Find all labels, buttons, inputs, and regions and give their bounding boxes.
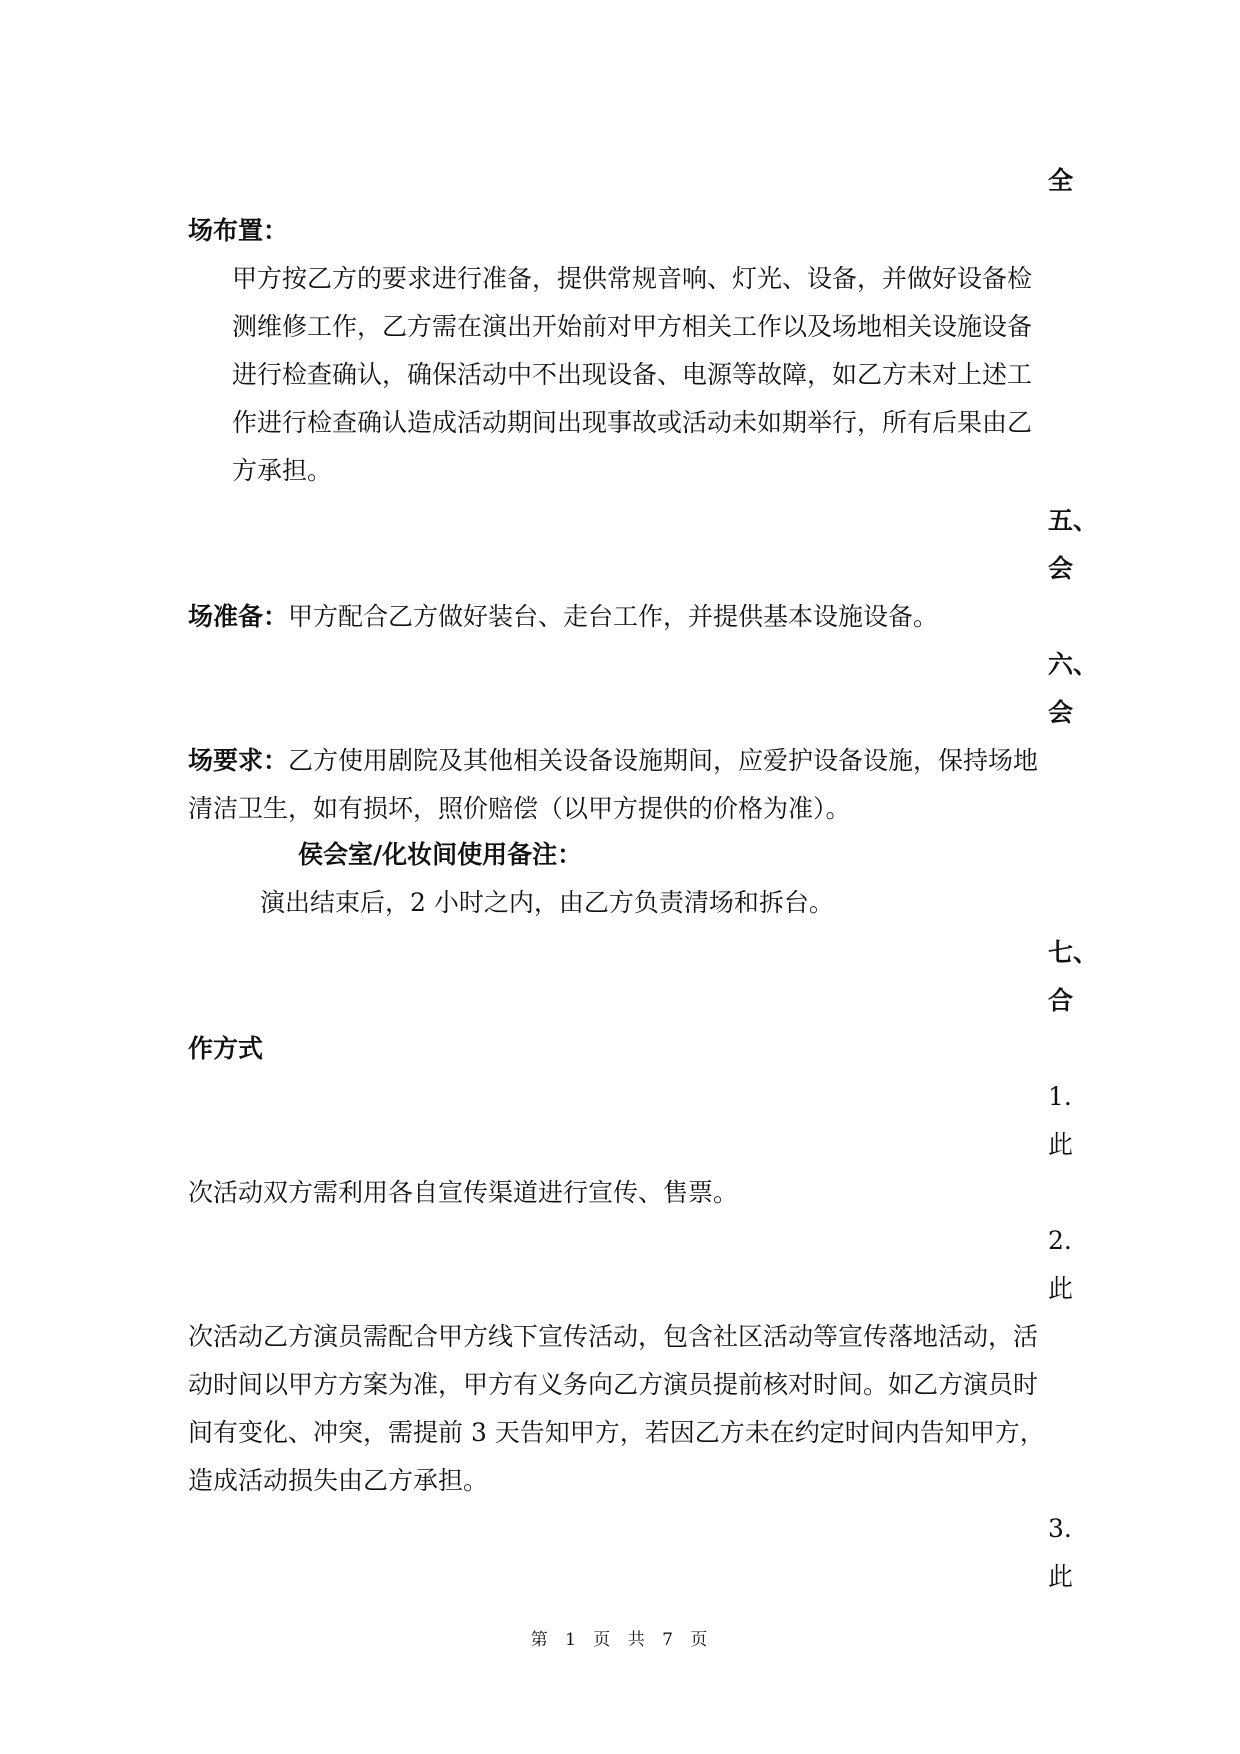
right-col-hui-2: 会 [1048,698,1074,727]
right-col-num-1: 1. [1048,1082,1072,1111]
footer-ye-2: 页 [690,1630,710,1650]
page-footer [0,1625,1240,1650]
req-line-2: 清洁卫生，如有损坏，照价赔偿（以甲方提供的价格为准）。 [188,794,851,823]
coop-item-2-line-1: 次活动乙方演员需配合甲方线下宣传活动，包含社区活动等宣传落地活动，活 [188,1322,1039,1351]
coop-item-1: 次活动双方需利用各自宣传渠道进行宣传、售票。 [188,1178,739,1207]
footer-ye-1: 页 [593,1630,613,1650]
right-col-num-3: 3. [1048,1514,1072,1543]
right-col-num-2: 2. [1048,1226,1072,1255]
right-col-wu: 五、 [1048,506,1099,535]
section-heading-green-room: 侯会室/化妆间使用备注： [298,840,583,869]
right-col-ci-3: 此 [1048,1562,1074,1591]
right-col-ci-1: 此 [1048,1130,1074,1159]
para-line-3: 进行检查确认，确保活动中不出现设备、电源等故障，如乙方未对上述工 [232,360,1033,389]
coop-item-2-line-3: 间有变化、冲突，需提前 3 天告知甲方，若因乙方未在约定时间内告知甲方， [188,1418,1045,1447]
right-col-qi: 七、 [1048,938,1099,967]
para-line-4: 作进行检查确认造成活动期间出现事故或活动未如期举行，所有后果由乙 [232,408,1033,437]
green-room-text: 演出结束后，2 小时之内，由乙方负责清场和拆台。 [260,888,834,917]
coop-item-2-line-2: 动时间以甲方方案为准，甲方有义务向乙方演员提前核对时间。如乙方演员时 [188,1370,1039,1399]
right-col-liu: 六、 [1048,650,1099,679]
footer-gong: 共 [627,1630,647,1650]
prep-line [188,604,938,629]
section-heading-cooperation: 作方式 [188,1034,264,1063]
right-col-quan: 全 [1048,166,1074,195]
right-col-ci-2: 此 [1048,1274,1074,1303]
prep-text: 甲方配合乙方做好装台、走台工作，并提供基本设施设备。 [288,602,939,631]
footer-di: 第 [530,1630,550,1650]
right-col-hui-1: 会 [1048,554,1074,583]
para-line-5: 方承担。 [232,456,333,485]
section-heading-prep: 场准备： [188,602,289,631]
right-col-he: 合 [1048,986,1074,1015]
footer-total-pages: 7 [662,1630,675,1650]
req-text-1: 乙方使用剧院及其他相关设备设施期间，应爱护设备设施，保持场地 [288,746,1039,775]
section-heading-layout: 场布置： [188,216,289,245]
footer-page-number: 1 [565,1630,578,1650]
section-heading-req: 场要求： [188,746,289,775]
req-line-1 [188,748,1038,773]
para-line-2: 测维修工作，乙方需在演出开始前对甲方相关工作以及场地相关设施设备 [232,312,1033,341]
para-line-1: 甲方按乙方的要求进行准备，提供常规音响、灯光、设备，并做好设备检 [232,264,1033,293]
coop-item-2-line-4: 造成活动损失由乙方承担。 [188,1466,489,1495]
